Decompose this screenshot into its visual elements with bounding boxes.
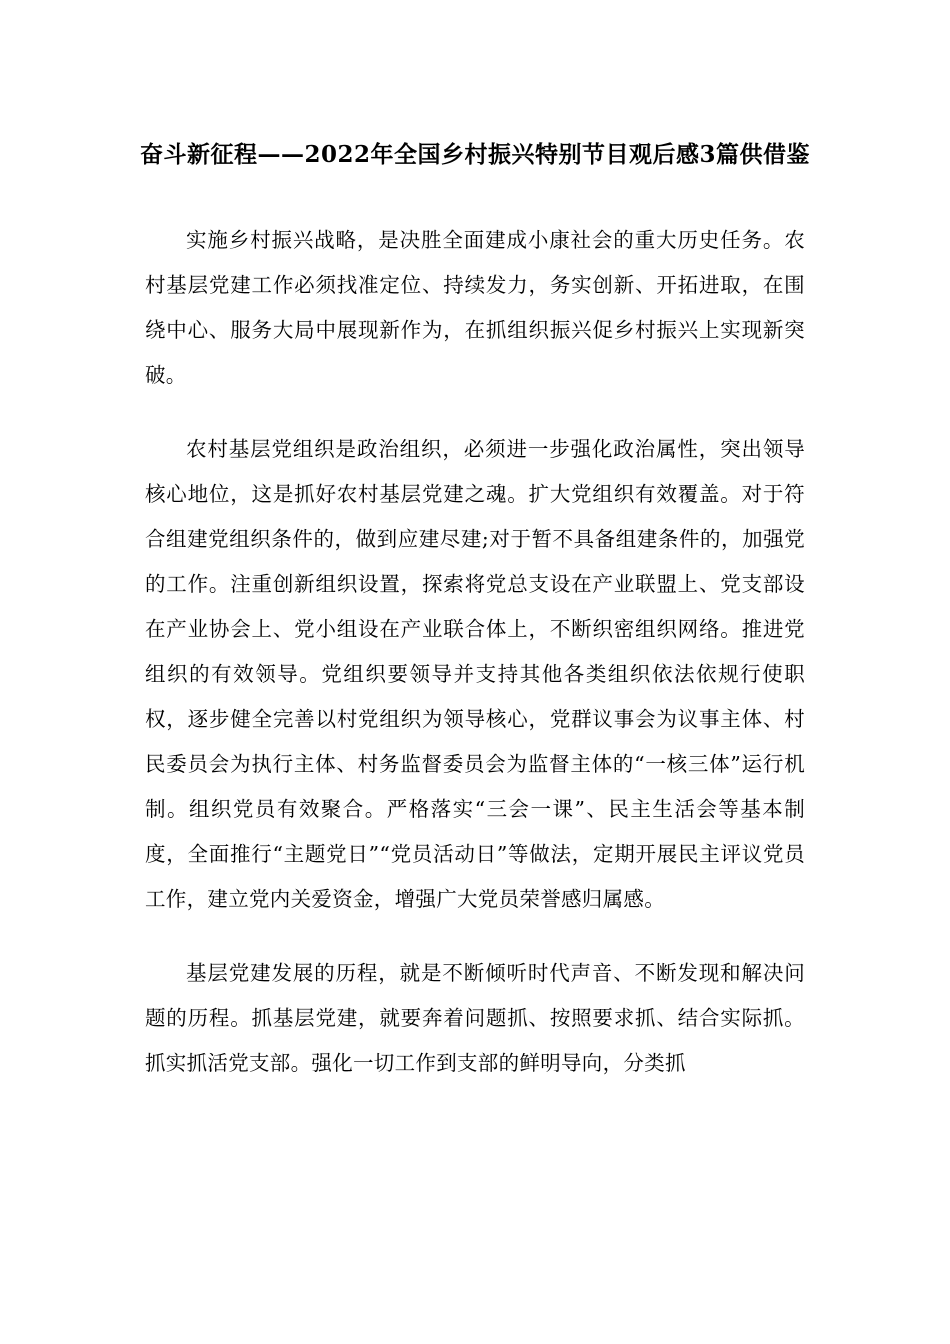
document-title: 奋斗新征程——2022年全国乡村振兴特别节目观后感3篇供借鉴 bbox=[139, 141, 811, 168]
document-body bbox=[145, 218, 805, 1115]
paragraph-1: 实施乡村振兴战略，是决胜全面建成小康社会的重大历史任务。农村基层党建工作必须找准定位、持续发力，务实创新、开拓进取，在围绕中心、服务大局中展现新作为，在抓组织振兴促乡村振兴上实现新突破。 bbox=[145, 228, 805, 387]
paragraph-2: 农村基层党组织是政治组织，必须进一步强化政治属性，突出领导核心地位，这是抓好农村基层党建之魂。扩大党组织有效覆盖。对于符合组建党组织条件的，做到应建尽建;对于暂不具备组建条件的，加强党的工作。注重创新组织设置，探索将党总支设在产业联盟上、党支部设在产业协会上、党小组设在产业联合体上，不断织密组织网络。推进党组织的有效领导。党组织要领导并支持其他各类组织依法依规行使职权，逐步健全完善以村党组织为领导核心，党群议事会为议事主体、村民委员会为执行主体、村务监督委员会为监督主体的“一核三体”运行机制。组织党员有效聚合。严格落实“三会一课”、民主生活会等基本制度，全面推行“主题党日”“党员活动日”等做法，定期开展民主评议党员工作，建立党内关爱资金，增强广大党员荣誉感归属感。 bbox=[145, 437, 805, 911]
paragraph-3: 基层党建发展的历程，就是不断倾听时代声音、不断发现和解决问题的历程。抓基层党建，就要奔着问题抓、按照要求抓、结合实际抓。抓实抓活党支部。强化一切工作到支部的鲜明导向，分类抓 bbox=[145, 961, 805, 1075]
